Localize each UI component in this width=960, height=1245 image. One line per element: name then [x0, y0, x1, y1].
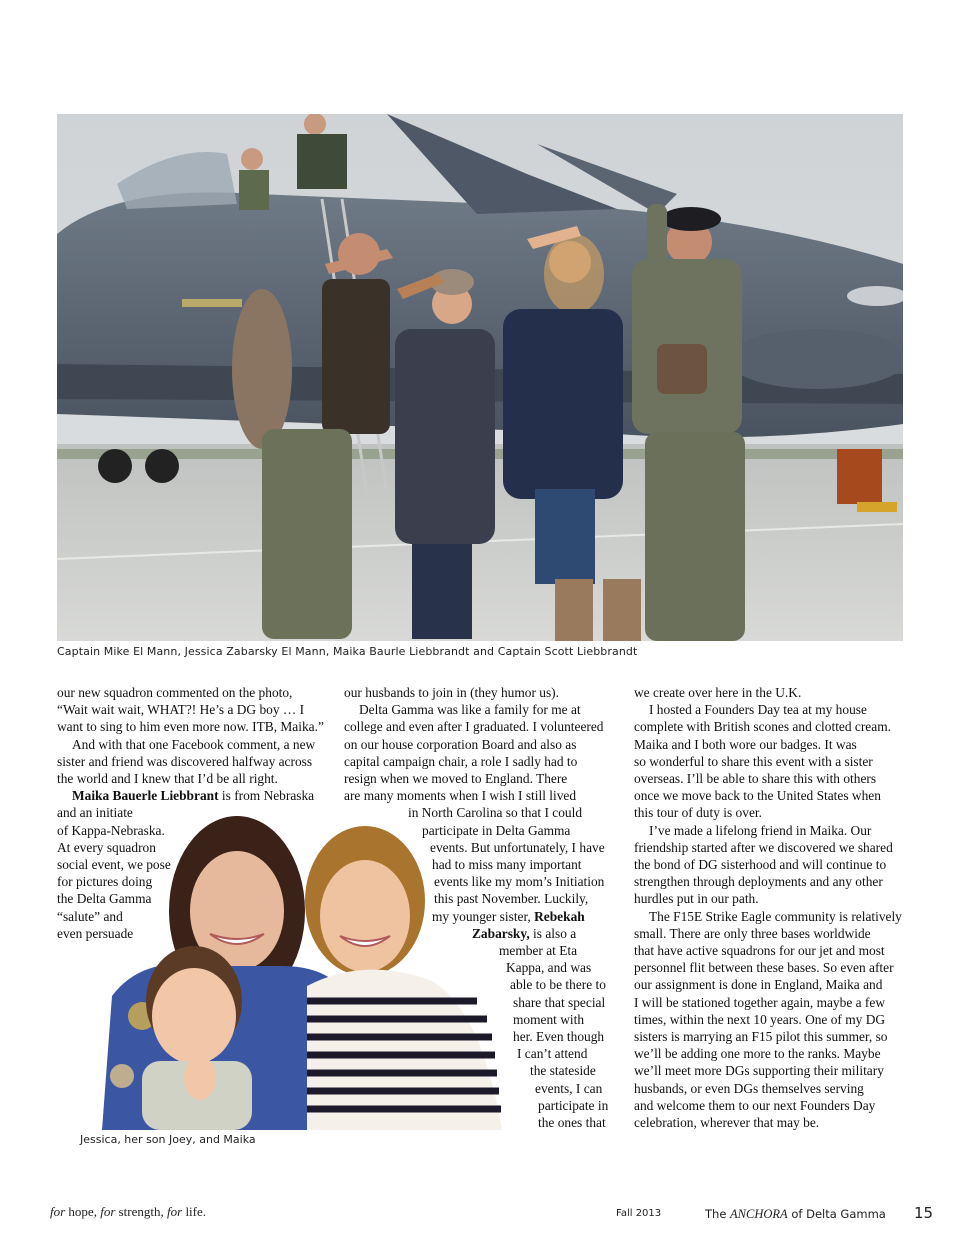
tagline-word: life. [182, 1204, 207, 1219]
tagline-for: for [100, 1204, 116, 1219]
text-line: the ones that [538, 1115, 606, 1131]
text-line: college and even after I graduated. I volunteered [344, 719, 604, 735]
text-line: I will be stationed together again, maybe a few [634, 994, 885, 1010]
text-line: this past November. Luckily, [434, 891, 589, 907]
person-surname-zabarsky: Zabarsky, [472, 925, 530, 941]
text-line: want to sing to him even more now. ITB, Maika.” [57, 719, 324, 735]
text-line: for pictures doing [57, 874, 153, 890]
text-line: “Wait wait wait, WHAT?! He’s a DG boy … I [57, 702, 305, 718]
family-cutout-photo [82, 816, 524, 1130]
top-photo-caption: Captain Mike El Mann, Jessica Zabarsky El Mann, Maika Baurle Liebbrandt and Captain Scott Liebbrandt [57, 645, 638, 658]
text-line: I can’t attend [517, 1046, 588, 1062]
text-line: husbands, or even DGs themselves serving [634, 1080, 864, 1096]
text-line: the stateside [530, 1063, 596, 1079]
text-line: events like my mom’s Initiation [434, 874, 605, 890]
text-line: that have active squadrons for our jet and most [634, 943, 885, 959]
text-fragment: is also a [529, 925, 577, 941]
text-line: we’ll meet more DGs supporting their military [634, 1063, 884, 1079]
inset-photo-caption: Jessica, her son Joey, and Maika [80, 1133, 256, 1146]
text-line: on our house corporation Board and also as [344, 736, 577, 752]
issue-label: Fall 2013 [616, 1208, 662, 1219]
tagline-for: for [50, 1204, 66, 1219]
text-line: events, I can [535, 1080, 603, 1096]
text-line: we create over here in the U.K. [634, 685, 802, 700]
text-line: so wonderful to share this event with a sister [634, 753, 873, 769]
text-line: capital campaign chair, a role I sadly had to [344, 753, 578, 769]
text-fragment: is from Nebraska [218, 788, 315, 804]
text-line: this tour of duty is over. [634, 805, 762, 821]
text-line: moment with [513, 1011, 585, 1027]
text-line: are many moments when I wish I still lived [344, 788, 577, 804]
person-name-maika: Maika Bauerle Liebbrant [72, 788, 219, 804]
text-line: the Delta Gamma [57, 891, 152, 907]
text-line [57, 787, 327, 804]
text-line: member at Eta [499, 943, 578, 959]
text-line: sisters is marrying an F15 pilot this summer, so [634, 1029, 888, 1045]
text-line: once we move back to the United States when [634, 788, 881, 804]
text-line: our new squadron commented on the photo, [57, 685, 293, 700]
article-column-3 [634, 684, 906, 1131]
magazine-title [705, 1207, 886, 1222]
footer-tagline [50, 1204, 206, 1220]
text-line: the world and I knew that I’d be all right. [57, 771, 278, 787]
text-line: participate in Delta Gamma [422, 822, 571, 838]
text-line: our assignment is done in England, Maika and [634, 977, 883, 993]
text-line: in North Carolina so that I could [408, 805, 583, 821]
text-line: our husbands to join in (they humor us). [344, 685, 559, 700]
text-fragment: my younger sister, [432, 908, 535, 924]
text-line: hurdles put in our path. [634, 891, 759, 907]
text-line: I’ve made a lifelong friend in Maika. Our [649, 822, 872, 838]
text-line: and an initiate [57, 805, 133, 821]
text-line: Delta Gamma was like a family for me at [359, 702, 581, 718]
text-line: friendship started after we discovered we shared [634, 839, 893, 855]
text-line: social event, we pose [57, 857, 171, 873]
text-line: complete with British scones and clotted cream. [634, 719, 891, 735]
text-line: Maika and I both wore our badges. It was [634, 736, 857, 752]
magazine-title-post: of Delta Gamma [787, 1207, 886, 1221]
text-line: Kappa, and was [506, 960, 592, 976]
magazine-title-pre: The [705, 1207, 731, 1221]
text-line: resign when we moved to England. There [344, 771, 568, 787]
jet-group-photo [57, 114, 903, 641]
person-name-rebekah: Rebekah [534, 908, 585, 924]
text-line: At every squadron [57, 839, 156, 855]
text-line: small. There are only three bases worldwide [634, 925, 871, 941]
text-line: her. Even though [513, 1029, 605, 1045]
page-number: 15 [914, 1204, 934, 1222]
text-line: share that special [513, 994, 606, 1010]
text-line: overseas. I’ll be able to share this with others [634, 771, 877, 787]
text-line: we’ll be adding one more to the ranks. Maybe [634, 1046, 881, 1062]
text-line: the bond of DG sisterhood and will continue to [634, 857, 887, 873]
text-line: sister and friend was discovered halfway across [57, 753, 313, 769]
tagline-for: for [167, 1204, 183, 1219]
tagline-word: hope, [65, 1204, 101, 1219]
magazine-name: ANCHORA [730, 1207, 788, 1221]
text-line: even persuade [57, 925, 134, 941]
text-line: participate in [538, 1097, 609, 1113]
text-line: had to miss many important [432, 857, 582, 873]
text-line: able to be there to [510, 977, 606, 993]
text-line: strengthen through deployments and any other [634, 874, 883, 890]
text-line: I hosted a Founders Day tea at my house [649, 702, 867, 718]
text-line: personnel flit between these bases. So even after [634, 960, 894, 976]
text-line: The F15E Strike Eagle community is relatively [649, 908, 902, 924]
tagline-word: strength, [115, 1204, 168, 1219]
text-line: events. But unfortunately, I have [430, 839, 605, 855]
text-line: of Kappa-Nebraska. [57, 822, 165, 838]
text-line: “salute” and [57, 908, 123, 924]
text-line: And with that one Facebook comment, a new [72, 736, 316, 752]
text-line: times, within the next 10 years. One of my DG [634, 1011, 886, 1027]
text-line: and welcome them to our next Founders Day [634, 1097, 876, 1113]
text-line: celebration, wherever that may be. [634, 1115, 820, 1131]
